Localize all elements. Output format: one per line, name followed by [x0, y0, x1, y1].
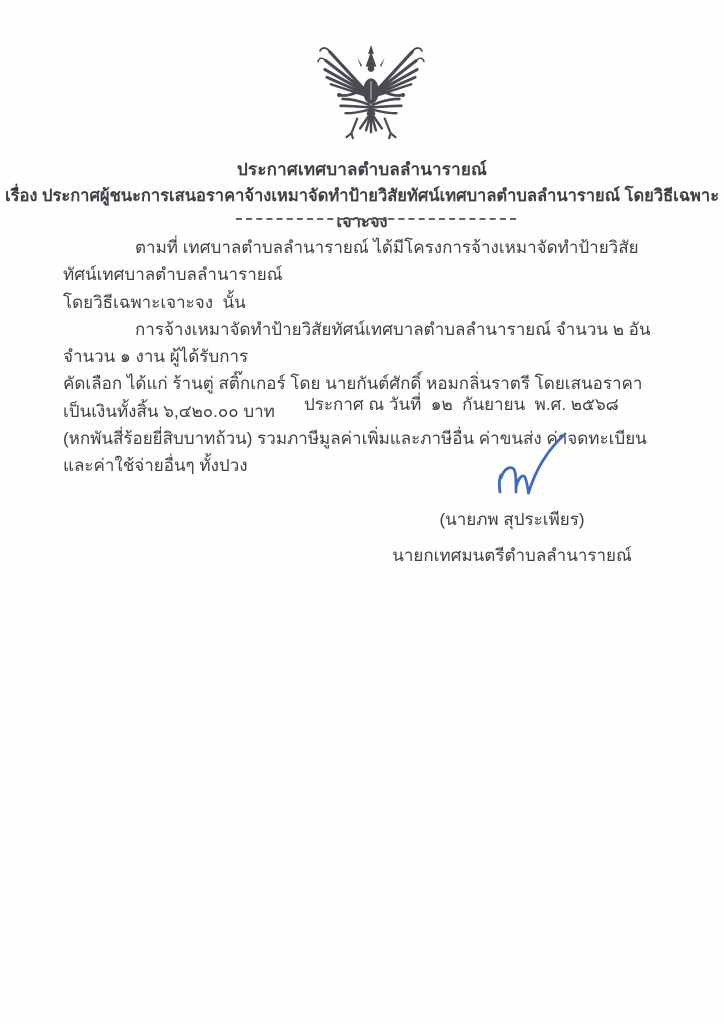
- paragraph2-line3: (หกพันสี่ร้อยยี่สิบบาทถ้วน) รวมภาษีมูลค่าเพิ่มและภาษีอื่น ค่าขนส่ง ค่าจดทะเบียน และค่าใช้จ่ายอื่นๆ ทั้งปวง: [63, 429, 652, 476]
- signature-ink-icon: [480, 431, 590, 506]
- paragraph1-line2: โดยวิธีเฉพาะเจาะจง นั้น: [63, 292, 246, 312]
- garuda-emblem-icon: [317, 45, 425, 147]
- signer-title: นายกเทศมนตรีตำบลลำนารายณ์: [392, 546, 632, 565]
- document-subject-line: เรื่อง ประกาศผู้ชนะการเสนอราคาจ้างเหมาจัดทำป้ายวิสัยทัศน์เทศบาลตำบลลำนารายณ์ โดยวิธีเฉพาะเจาะจง: [4, 187, 720, 231]
- announcement-date-line: ประกาศ ณ วันที่ ๑๒ กันยายน พ.ศ. ๒๕๖๘: [304, 395, 619, 414]
- paragraph2-line1: การจ้างเหมาจัดทำป้ายวิสัยทัศน์เทศบาลตำบลลำนารายณ์ จำนวน ๒ อัน จำนวน ๑ งาน ผู้ได้รับการ: [63, 319, 656, 367]
- paragraph1-line1: ตามที่ เทศบาลตำบลลำนารายณ์ ได้มีโครงการจ้างเหมาจัดทำป้ายวิสัยทัศน์เทศบาลตำบลลำนารายณ์: [63, 238, 639, 285]
- signer-name: (นายภพ สุประเพียร): [439, 510, 585, 529]
- paragraph2-line2: คัดเลือก ได้แก่ ร้านตู่ สติ๊กเกอร์ โดย นายกันต์ศักดิ์ หอมกลิ่นราตรี โดยเสนอราคา เป็นเงินทั้งสิ้น ๖,๔๒๐.๐๐ บาท: [63, 374, 648, 421]
- document-title: ประกาศเทศบาลตำบลลำนารายณ์: [237, 160, 487, 179]
- signer-block: [380, 506, 644, 569]
- dashed-divider: [236, 218, 516, 220]
